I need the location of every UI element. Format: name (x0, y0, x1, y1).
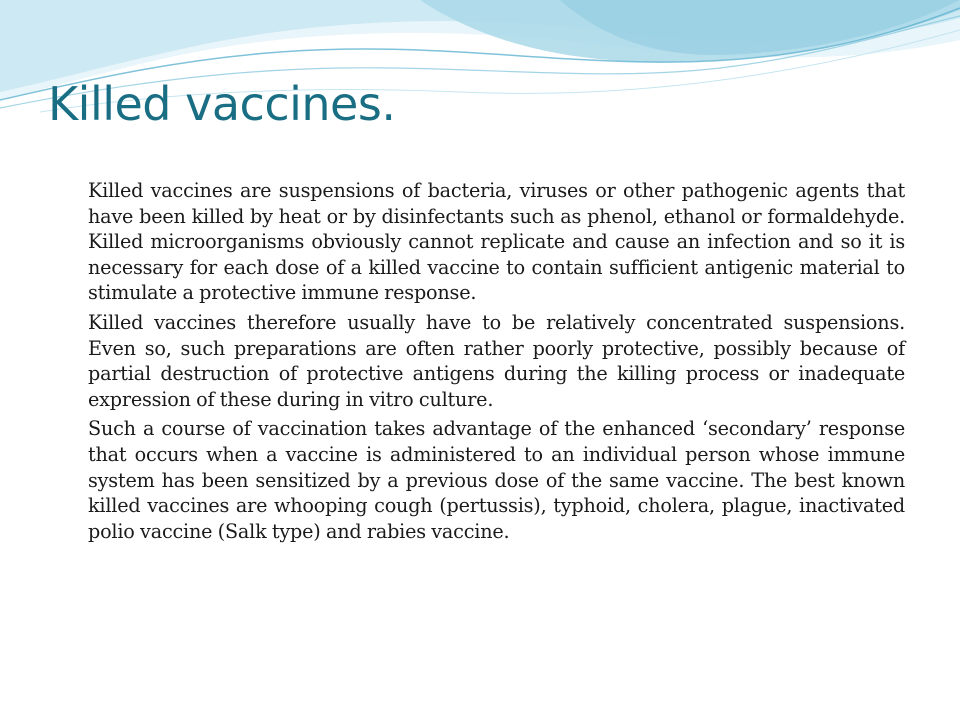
slide-body (88, 178, 905, 548)
body-paragraph-3: Such a course of vaccination takes advantage of the enhanced ‘secondary’ response that occurs when a vaccine is administered to an individual person whose immune system has been sensitized by a previous dose of the same vaccine. The best known killed vaccines are whooping cough (pertussis), typhoid, cholera, plague, inactivated polio vaccine (Salk type) and rabies vaccine. (88, 417, 905, 543)
body-paragraph-1: Killed vaccines are suspensions of bacteria, viruses or other pathogenic agents that have been killed by heat or by disinfectants such as phenol, ethanol or formaldehyde. Killed microorganisms obviously cannot replicate and cause an infection and so it is necessary for each dose of a killed vaccine to contain sufficient antigenic material to stimulate a protective immune response. (88, 179, 905, 305)
body-paragraph-2: Killed vaccines therefore usually have to be relatively concentrated suspensions. Even so, such preparations are often rather poorly protective, possibly because of partial destruction of protective antigens during the killing process or inadequate expression of these during in vitro culture. (88, 310, 905, 411)
slide-title: Killed vaccines. (48, 77, 396, 131)
